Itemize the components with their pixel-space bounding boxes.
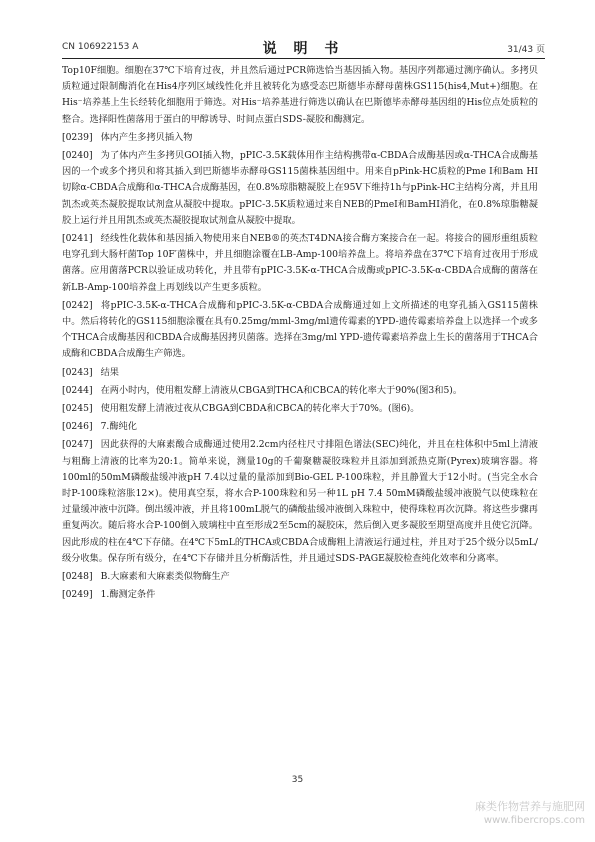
paragraph-text: Top10F细胞。细胞在37℃下培育过夜，并且然后通过PCR筛选恰当基因插入物。基因序列都通过测序确认。多拷贝质粒通过限制酶消化在His4序列区域线性化并且被转化为感受态巴斯德毕赤酵母菌株GS115(his4,Mut+)细胞。在His⁻培养基上生长经转化细胞用于筛选。对His⁻培养基进行筛选以确认在巴斯德毕赤酵母基因组的His位点处质粒的整合。选择阳性菌落用于蛋白的甲醇诱导、时间点蛋白SDS-凝胶和酶测定。 bbox=[62, 65, 538, 125]
paragraph-text: 在两小时内，使用粗发酵上清液从CBGA到THCA和CBCA的转化率大于90%(图3和5)。 bbox=[100, 384, 463, 396]
paragraph-number: [0247] bbox=[62, 439, 93, 451]
paragraph bbox=[62, 437, 538, 567]
paragraph bbox=[62, 383, 538, 399]
paragraph-text: 因此获得的大麻素酸合成酶通过使用2.2cm内径柱尺寸排阻色谱法(SEC)纯化，并且在柱体积中5ml上清液与粗酶上清液的比率为20:1。简单来说，测量10g的千葡聚糖凝胶珠粒并且添加到派热克斯(Pyrex)玻璃容器。将100ml的50mM磷酸盐缓冲液pH 7.4以过量的量添加到Bio-GEL P-100珠粒，并且静置大于12小时。(当完全水合时P-100珠粒溶胀12×)。使用真空泵，将水合P-100珠粒和另一种1L pH 7.4 50mM磷酸盐缓冲液脱气以使珠粒在过量缓冲液中沉降。倒出缓冲液，并且将100mL脱气的磷酸盐缓冲液倒入珠粒中，使得珠粒再次沉降。将这些步骤再重复两次。随后将水合P-100倒入玻璃柱中直至形成2至5cm的凝胶床，然后倒入更多凝胶至期望高度并且使它沉降。因此形成的柱在4℃下存储。在4℃下5mL的THCA或CBDA合成酶粗上清液运行通过柱，并且对于25个级分以5mL/级分收集。保存所有级分，在4℃下存储并且分析酶活性，并且通过SDS-PAGE凝胶检查纯化效率和分离率。 bbox=[62, 439, 538, 564]
paragraph-number: [0248] bbox=[62, 571, 93, 583]
paragraph-text: B.大麻素和大麻素类似物酶生产 bbox=[100, 571, 230, 583]
paragraph-number: [0244] bbox=[62, 384, 93, 396]
paragraph-text: 为了体内产生多拷贝GOI插入物，pPIC-3.5K载体用作主结构携带α-CBDA合成酶基因或α-THCA合成酶基因的一个或多个拷贝和将其插入到巴斯德毕赤酵母GS115菌株基因组中。用来自pPink-HC质粒的Pme I和Bam HI切除α-CBDA合成酶和α-THCA合成酶基因，在0.8%琼脂糖凝胶上在95V下维持1h与pPink-HC主结构分离，并且用凯杰或英杰凝胶提取试剂盒从凝胶中提取。pPIC-3.5K质粒通过来自NEB的PmeI和BamHI消化，在0.8%琼脂糖凝胶上运行并且用凯杰或英杰凝胶提取试剂盒从凝胶中提取。 bbox=[62, 150, 538, 226]
paragraph-text: 体内产生多拷贝插入物 bbox=[100, 131, 193, 143]
doc-title: 说 明 书 bbox=[262, 41, 345, 57]
paragraph-text: 经线性化载体和基因插入物使用来自NEB®的英杰T4DNA接合酶方案接合在一起。将接合的圆形重组质粒电穿孔到大肠杆菌Top 10F′菌株中，并且细胞涂覆在LB-Amp-100培养盘上。将培养盘在37℃下培育过夜用于形成菌落。应用菌落PCR以验证成功转化，并且带有pPIC-3.5K-α-THCA合成酶或pPIC-3.5K-α-CBDA合成酶的菌落在新LB-Amp-100培养盘上再划线以产生更多质粒。 bbox=[62, 233, 538, 293]
paragraph-text: 使用粗发酵上清液过夜从CBGA到CBDA和CBCA的转化率大于70%。(图6)。 bbox=[100, 403, 420, 415]
paragraph bbox=[62, 365, 538, 381]
watermark bbox=[475, 800, 585, 828]
page-info: 31/43 页 bbox=[507, 45, 545, 55]
page-header bbox=[62, 38, 545, 56]
paragraph-number: [0242] bbox=[62, 299, 93, 311]
paragraph-text: 将pPIC-3.5K-α-THCA合成酶和pPIC-3.5K-α-CBDA合成酶通过如上文所描述的电穿孔插入GS115菌株中。然后将转化的GS115细胞涂覆在具有0.25mg/mml-3mg/ml遗传霉素的YPD-遗传霉素培养盘上以选择一个或多个THCA合成酶基因和CBDA合成酶基因拷贝菌落。选择在3mg/ml YPD-遗传霉素培养盘上生长的菌落用于THCA合成酶和CBDA合成酶生产筛选。 bbox=[62, 299, 538, 360]
document-body bbox=[62, 63, 538, 606]
paragraph-number: [0243] bbox=[62, 366, 93, 378]
paragraph bbox=[62, 569, 538, 585]
paragraph-number: [0246] bbox=[62, 421, 93, 433]
paragraph bbox=[62, 298, 538, 363]
paragraph bbox=[62, 587, 538, 603]
paragraph-text: 7.酶纯化 bbox=[100, 421, 137, 433]
paragraph-text: 结果 bbox=[100, 366, 119, 378]
page-footer bbox=[0, 775, 595, 785]
page-number: 35 bbox=[291, 775, 304, 785]
header-rule bbox=[62, 58, 545, 59]
paragraph bbox=[62, 231, 538, 296]
paragraph bbox=[62, 63, 538, 128]
watermark-text: 麻类作物营养与施肥网 bbox=[475, 800, 585, 813]
paragraph bbox=[62, 148, 538, 229]
paragraph bbox=[62, 419, 538, 435]
paragraph bbox=[62, 401, 538, 417]
paragraph-number: [0249] bbox=[62, 589, 93, 601]
paragraph-number: [0245] bbox=[62, 403, 93, 415]
paragraph-number: [0240] bbox=[62, 150, 93, 162]
doc-number: CN 106922153 A bbox=[62, 42, 139, 52]
paragraph-text: 1.酶测定条件 bbox=[100, 589, 156, 601]
paragraph-number: [0239] bbox=[62, 131, 93, 143]
paragraph bbox=[62, 130, 538, 146]
watermark-url: www.fibercrops.com bbox=[483, 815, 585, 826]
paragraph-number: [0241] bbox=[62, 233, 93, 245]
